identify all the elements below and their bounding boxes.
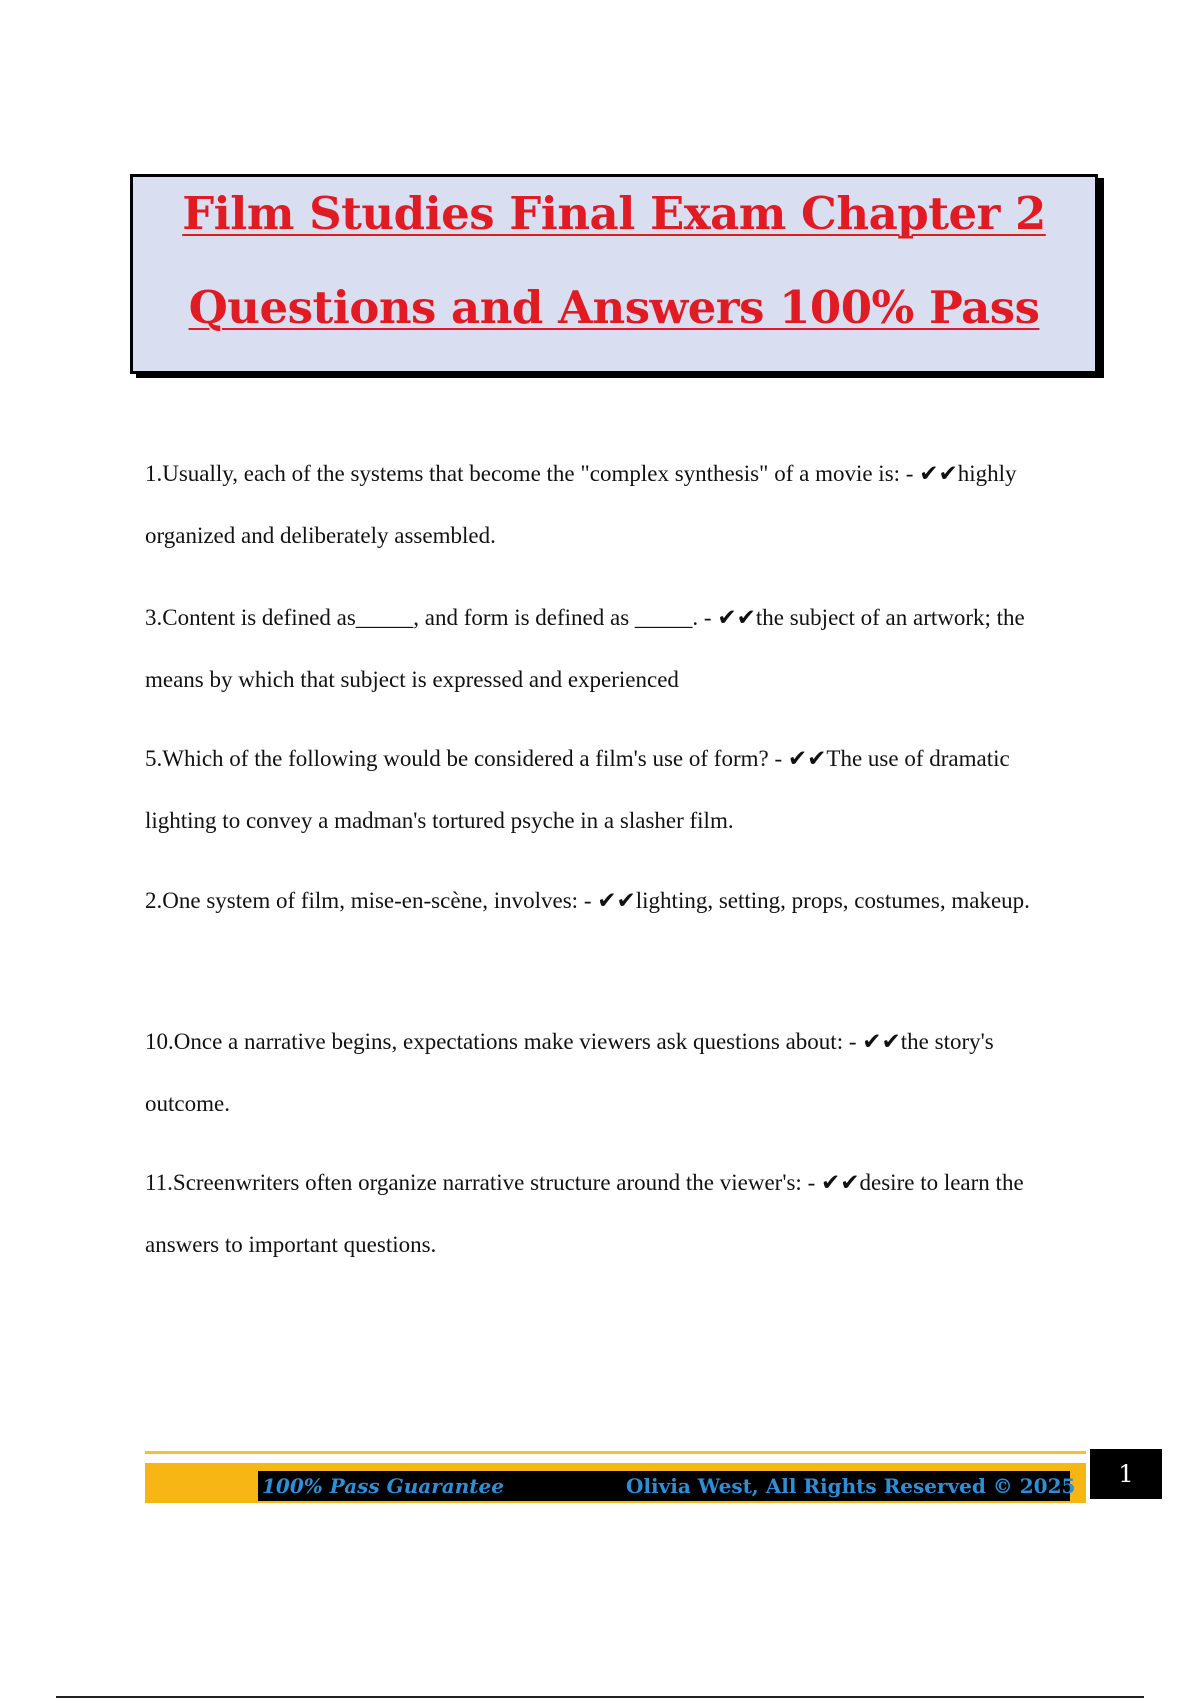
document-title-line-1: Film Studies Final Exam Chapter 2 (182, 187, 1046, 240)
footer-copyright-text: Olivia West, All Rights Reserved © 2025 (626, 1474, 1076, 1498)
question-answer-item: 2.One system of film, mise-en-scène, involves: - ✔✔lighting, setting, props, costumes, makeup. (145, 888, 1030, 913)
footer-divider (145, 1451, 1086, 1454)
footer-guarantee-text: 100% Pass Guarantee (262, 1474, 504, 1498)
document-title-line-2: Questions and Answers 100% Pass (188, 281, 1040, 334)
question-answer-item: 11.Screenwriters often organize narrative structure around the viewer's: - ✔✔desire to learn the answers to important questions. (145, 1170, 1024, 1257)
question-answer-item: 10.Once a narrative begins, expectations make viewers ask questions about: - ✔✔the story's outcome. (145, 1029, 994, 1116)
title-box (130, 174, 1098, 374)
question-answer-item: 5.Which of the following would be considered a film's use of form? - ✔✔The use of dramatic lighting to convey a madman's tortured psyche in a slasher film. (145, 746, 1010, 833)
page-bottom-divider (56, 1696, 1144, 1698)
question-answer-item: 3.Content is defined as_____, and form is defined as _____. - ✔✔the subject of an artwork; the means by which that subject is expressed and experienced (145, 605, 1025, 692)
page-number: 1 (1090, 1449, 1162, 1499)
question-answer-item: 1.Usually, each of the systems that become the "complex synthesis" of a movie is: - ✔✔highly organized and deliberately assembled. (145, 461, 1017, 548)
